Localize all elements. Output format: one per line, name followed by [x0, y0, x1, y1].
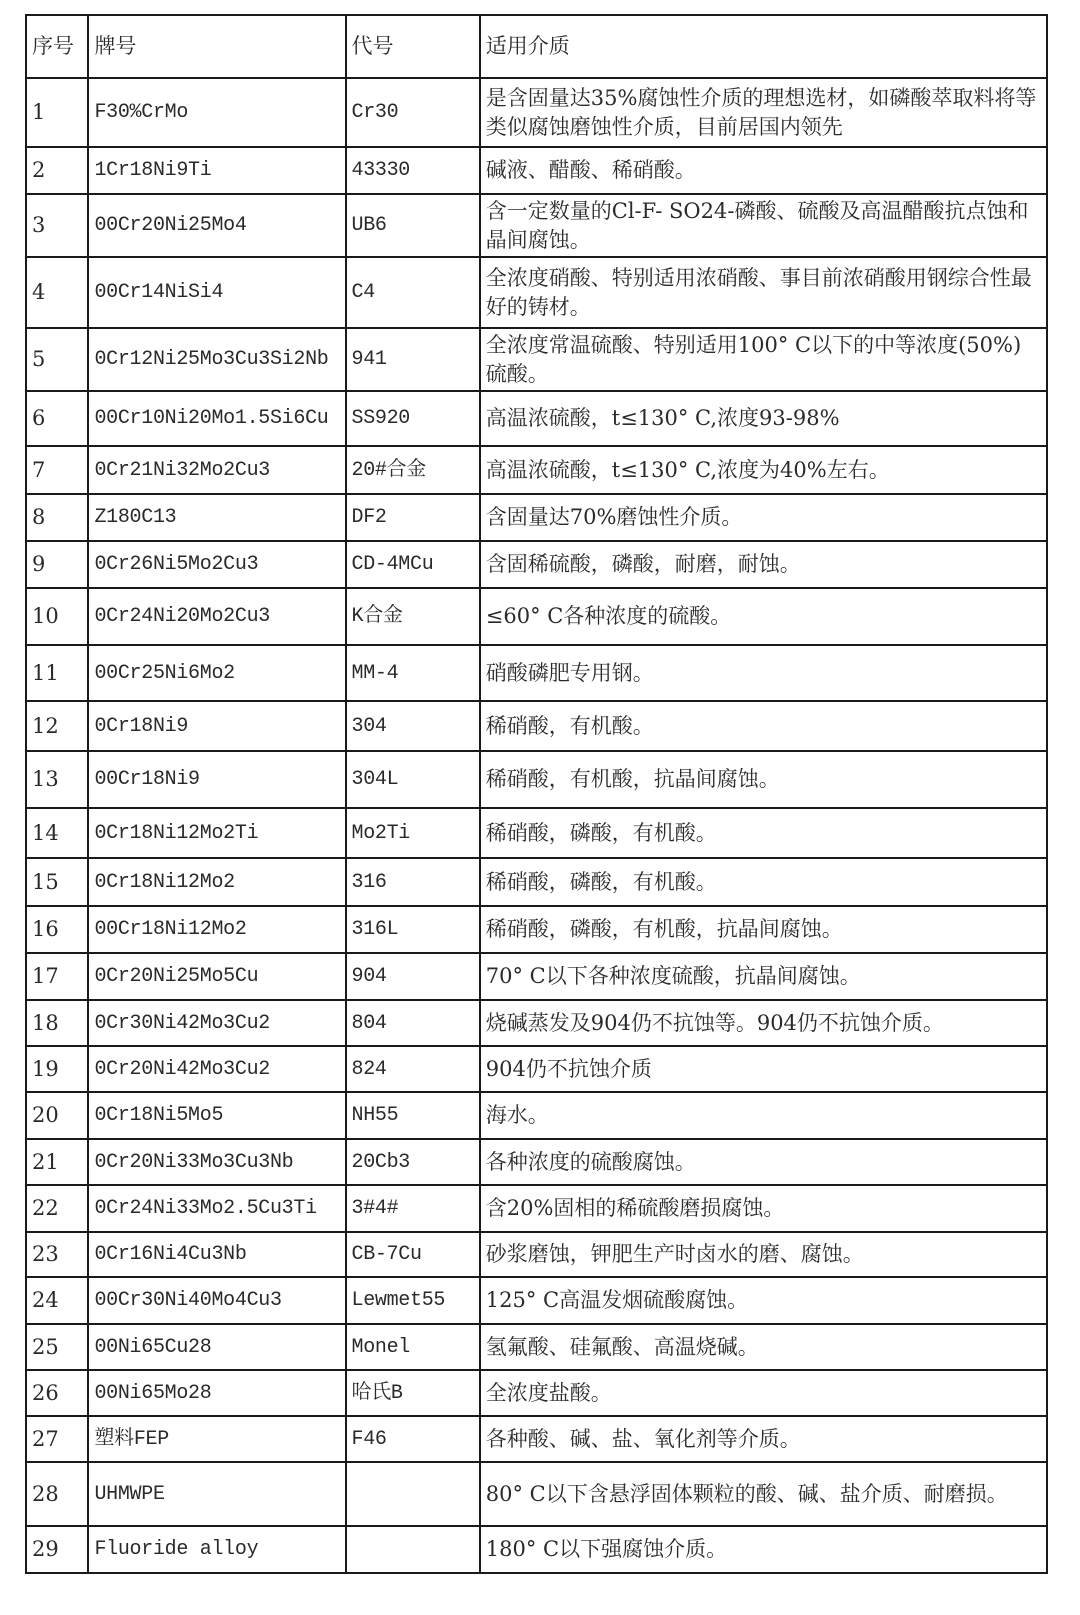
- medium-cell: 高温浓硫酸，t≤130° C,浓度为40%左右。: [480, 446, 1047, 494]
- header-grade: 牌号: [88, 15, 345, 78]
- grade-cell: Z180C13: [88, 494, 345, 541]
- table-row: [26, 391, 1047, 446]
- row-number-cell: 5: [26, 328, 88, 391]
- medium-cell: 各种浓度的硫酸腐蚀。: [480, 1139, 1047, 1185]
- medium-cell: 各种酸、碱、盐、氧化剂等介质。: [480, 1416, 1047, 1462]
- table-row: [26, 588, 1047, 645]
- table-row: [26, 147, 1047, 194]
- header-code: 代号: [346, 15, 480, 78]
- grade-cell: 00Ni65Cu28: [88, 1324, 345, 1370]
- table-row: [26, 1462, 1047, 1526]
- table-row: [26, 446, 1047, 494]
- table-row: [26, 494, 1047, 541]
- table-row: [26, 328, 1047, 391]
- code-cell: 43330: [346, 147, 480, 194]
- row-number-cell: 22: [26, 1185, 88, 1232]
- row-number-cell: 28: [26, 1462, 88, 1526]
- row-number-cell: 24: [26, 1277, 88, 1324]
- medium-cell: 含固稀硫酸，磷酸，耐磨，耐蚀。: [480, 541, 1047, 588]
- table-row: [26, 1526, 1047, 1573]
- table-row: [26, 751, 1047, 808]
- row-number-cell: 21: [26, 1139, 88, 1185]
- medium-cell: 180° C以下强腐蚀介质。: [480, 1526, 1047, 1573]
- grade-cell: 00Cr30Ni40Mo4Cu3: [88, 1277, 345, 1324]
- medium-cell: ≤60° C各种浓度的硫酸。: [480, 588, 1047, 645]
- row-number-cell: 14: [26, 808, 88, 858]
- code-cell: F46: [346, 1416, 480, 1462]
- code-cell: Cr30: [346, 78, 480, 147]
- row-number-cell: 17: [26, 953, 88, 1000]
- code-cell: 哈氏B: [346, 1370, 480, 1416]
- medium-cell: 70° C以下各种浓度硫酸，抗晶间腐蚀。: [480, 953, 1047, 1000]
- code-cell: Monel: [346, 1324, 480, 1370]
- code-cell: MM-4: [346, 645, 480, 701]
- grade-cell: 0Cr26Ni5Mo2Cu3: [88, 541, 345, 588]
- grade-cell: 0Cr18Ni5Mo5: [88, 1092, 345, 1139]
- medium-cell: 稀硝酸，磷酸，有机酸，抗晶间腐蚀。: [480, 906, 1047, 953]
- grade-cell: 0Cr21Ni32Mo2Cu3: [88, 446, 345, 494]
- medium-cell: 碱液、醋酸、稀硝酸。: [480, 147, 1047, 194]
- table-row: [26, 1000, 1047, 1046]
- medium-cell: 高温浓硫酸，t≤130° C,浓度93-98%: [480, 391, 1047, 446]
- row-number-cell: 27: [26, 1416, 88, 1462]
- medium-cell: 全浓度常温硫酸、特别适用100° C以下的中等浓度(50%)硫酸。: [480, 328, 1047, 391]
- code-cell: SS920: [346, 391, 480, 446]
- table-row: [26, 78, 1047, 147]
- table-row: [26, 808, 1047, 858]
- row-number-cell: 6: [26, 391, 88, 446]
- row-number-cell: 19: [26, 1046, 88, 1092]
- grade-cell: 0Cr30Ni42Mo3Cu2: [88, 1000, 345, 1046]
- code-cell: 804: [346, 1000, 480, 1046]
- grade-cell: 1Cr18Ni9Ti: [88, 147, 345, 194]
- code-cell: C4: [346, 257, 480, 328]
- header-row: [26, 15, 1047, 78]
- table-row: [26, 906, 1047, 953]
- row-number-cell: 12: [26, 701, 88, 751]
- grade-cell: 00Cr10Ni20Mo1.5Si6Cu: [88, 391, 345, 446]
- code-cell: 304L: [346, 751, 480, 808]
- row-number-cell: 15: [26, 858, 88, 906]
- grade-cell: F30%CrMo: [88, 78, 345, 147]
- table-row: [26, 1185, 1047, 1232]
- medium-cell: 稀硝酸，有机酸，抗晶间腐蚀。: [480, 751, 1047, 808]
- grade-cell: 00Cr20Ni25Mo4: [88, 194, 345, 257]
- grade-cell: 0Cr24Ni33Mo2.5Cu3Ti: [88, 1185, 345, 1232]
- grade-cell: UHMWPE: [88, 1462, 345, 1526]
- row-number-cell: 25: [26, 1324, 88, 1370]
- grade-cell: 00Cr25Ni6Mo2: [88, 645, 345, 701]
- table-row: [26, 1139, 1047, 1185]
- medium-cell: 硝酸磷肥专用钢。: [480, 645, 1047, 701]
- table-row: [26, 1046, 1047, 1092]
- row-number-cell: 26: [26, 1370, 88, 1416]
- grade-cell: 0Cr12Ni25Mo3Cu3Si2Nb: [88, 328, 345, 391]
- table-row: [26, 953, 1047, 1000]
- grade-cell: 0Cr24Ni20Mo2Cu3: [88, 588, 345, 645]
- table-row: [26, 1277, 1047, 1324]
- row-number-cell: 10: [26, 588, 88, 645]
- medium-cell: 稀硝酸，有机酸。: [480, 701, 1047, 751]
- code-cell: 824: [346, 1046, 480, 1092]
- medium-cell: 氢氟酸、硅氟酸、高温烧碱。: [480, 1324, 1047, 1370]
- grade-cell: 0Cr20Ni33Mo3Cu3Nb: [88, 1139, 345, 1185]
- header-medium: 适用介质: [480, 15, 1047, 78]
- medium-cell: 80° C以下含悬浮固体颗粒的酸、碱、盐介质、耐磨损。: [480, 1462, 1047, 1526]
- grade-cell: 00Cr18Ni9: [88, 751, 345, 808]
- grade-cell: 00Cr14NiSi4: [88, 257, 345, 328]
- row-number-cell: 11: [26, 645, 88, 701]
- row-number-cell: 8: [26, 494, 88, 541]
- row-number-cell: 29: [26, 1526, 88, 1573]
- code-cell: 3#4#: [346, 1185, 480, 1232]
- code-cell: CD-4MCu: [346, 541, 480, 588]
- medium-cell: 全浓度盐酸。: [480, 1370, 1047, 1416]
- medium-cell: 含20%固相的稀硫酸磨损腐蚀。: [480, 1185, 1047, 1232]
- table-row: [26, 701, 1047, 751]
- grade-cell: 00Cr18Ni12Mo2: [88, 906, 345, 953]
- code-cell: DF2: [346, 494, 480, 541]
- table-row: [26, 194, 1047, 257]
- table-row: [26, 1324, 1047, 1370]
- medium-cell: 904仍不抗蚀介质: [480, 1046, 1047, 1092]
- grade-cell: 0Cr20Ni42Mo3Cu2: [88, 1046, 345, 1092]
- row-number-cell: 4: [26, 257, 88, 328]
- row-number-cell: 13: [26, 751, 88, 808]
- medium-cell: 稀硝酸，磷酸，有机酸。: [480, 858, 1047, 906]
- code-cell: Lewmet55: [346, 1277, 480, 1324]
- row-number-cell: 18: [26, 1000, 88, 1046]
- table-row: [26, 1092, 1047, 1139]
- grade-cell: 0Cr16Ni4Cu3Nb: [88, 1232, 345, 1277]
- table-row: [26, 1416, 1047, 1462]
- grade-cell: 0Cr18Ni12Mo2Ti: [88, 808, 345, 858]
- code-cell: CB-7Cu: [346, 1232, 480, 1277]
- code-cell: 904: [346, 953, 480, 1000]
- code-cell: NH55: [346, 1092, 480, 1139]
- code-cell: UB6: [346, 194, 480, 257]
- grade-cell: Fluoride alloy: [88, 1526, 345, 1573]
- code-cell: K合金: [346, 588, 480, 645]
- row-number-cell: 7: [26, 446, 88, 494]
- medium-cell: 是含固量达35%腐蚀性介质的理想选材，如磷酸萃取料将等类似腐蚀磨蚀性介质，目前居国内领先: [480, 78, 1047, 147]
- table-row: [26, 1232, 1047, 1277]
- table-row: [26, 257, 1047, 328]
- row-number-cell: 2: [26, 147, 88, 194]
- code-cell: [346, 1526, 480, 1573]
- table-row: [26, 541, 1047, 588]
- medium-cell: 含固量达70%磨蚀性介质。: [480, 494, 1047, 541]
- grade-cell: 00Ni65Mo28: [88, 1370, 345, 1416]
- code-cell: 304: [346, 701, 480, 751]
- row-number-cell: 20: [26, 1092, 88, 1139]
- table-row: [26, 858, 1047, 906]
- medium-cell: 全浓度硝酸、特别适用浓硝酸、事目前浓硝酸用钢综合性最好的铸材。: [480, 257, 1047, 328]
- medium-cell: 砂浆磨蚀，钾肥生产时卤水的磨、腐蚀。: [480, 1232, 1047, 1277]
- medium-cell: 125° C高温发烟硫酸腐蚀。: [480, 1277, 1047, 1324]
- grade-cell: 塑料FEP: [88, 1416, 345, 1462]
- code-cell: 316L: [346, 906, 480, 953]
- grade-cell: 0Cr20Ni25Mo5Cu: [88, 953, 345, 1000]
- grade-cell: 0Cr18Ni9: [88, 701, 345, 751]
- medium-cell: 稀硝酸，磷酸，有机酸。: [480, 808, 1047, 858]
- table-row: [26, 1370, 1047, 1416]
- medium-cell: 含一定数量的Cl-F- SO24-磷酸、硫酸及高温醋酸抗点蚀和晶间腐蚀。: [480, 194, 1047, 257]
- code-cell: 316: [346, 858, 480, 906]
- code-cell: 20#合金: [346, 446, 480, 494]
- row-number-cell: 1: [26, 78, 88, 147]
- header-no: 序号: [26, 15, 88, 78]
- row-number-cell: 16: [26, 906, 88, 953]
- code-cell: [346, 1462, 480, 1526]
- grade-cell: 0Cr18Ni12Mo2: [88, 858, 345, 906]
- row-number-cell: 23: [26, 1232, 88, 1277]
- medium-cell: 烧碱蒸发及904仍不抗蚀等。904仍不抗蚀介质。: [480, 1000, 1047, 1046]
- row-number-cell: 3: [26, 194, 88, 257]
- code-cell: Mo2Ti: [346, 808, 480, 858]
- alloy-medium-table: [25, 14, 1048, 1574]
- row-number-cell: 9: [26, 541, 88, 588]
- code-cell: 20Cb3: [346, 1139, 480, 1185]
- table-row: [26, 645, 1047, 701]
- medium-cell: 海水。: [480, 1092, 1047, 1139]
- code-cell: 941: [346, 328, 480, 391]
